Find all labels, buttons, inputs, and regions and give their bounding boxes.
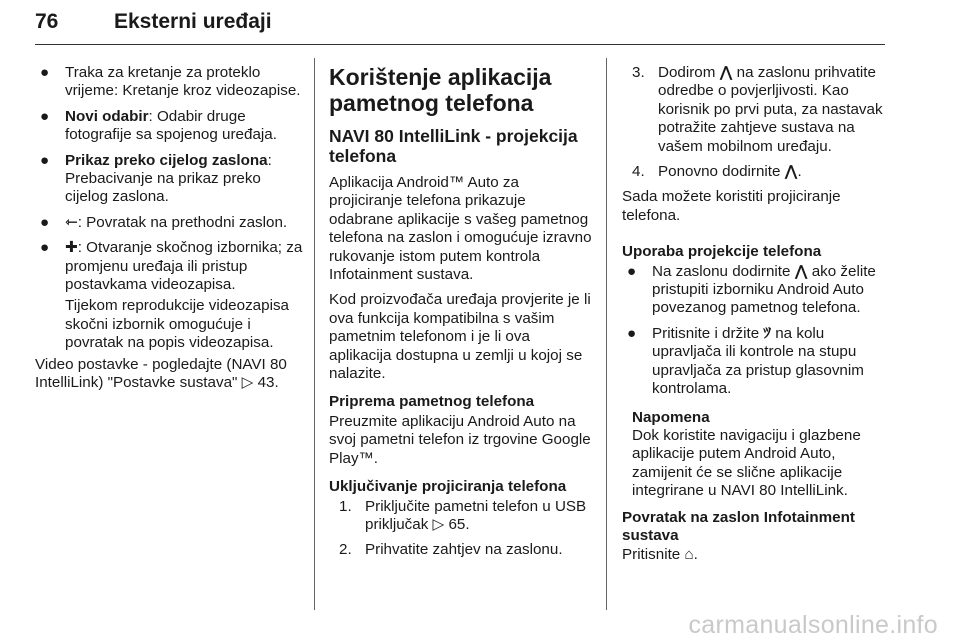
- note-text: Dok koristite navigaciju i glazbene aplikacije putem Android Auto, zamijenit će se slične aplikacije integrirane u NAVI 80 IntelliLink.: [632, 426, 861, 500]
- section-title: Korištenje aplikacija pametnog telefona: [329, 64, 552, 116]
- section-subtitle: NAVI 80 IntelliLink - projekcija telefona: [329, 126, 578, 166]
- list-item: 4. Ponovno dodirnite ⋀.: [632, 163, 802, 181]
- term-label: Novi odabir: [65, 107, 149, 125]
- paragraph: Pritisnite ⌂.: [622, 546, 698, 564]
- page-header: [35, 8, 885, 45]
- paragraph: Kod proizvođača uređaja provjerite je li ova funkcija kompatibilna s vašim pametnim telefonom i je li ova aplikacija dostupna u zemlji u kojoj se nalazite.: [329, 291, 591, 383]
- bullet-icon: ●: [40, 107, 50, 125]
- caret-up-icon: ⋀: [794, 262, 808, 280]
- list-item: ● Na zaslonu dodirnite ⋀ ako želite pristupiti izborniku Android Auto povezanog pametnog telefona.: [627, 262, 876, 317]
- list-item: ● Prikaz preko cijelog zaslona: Prebacivanje na prikaz preko cijelog zaslona.: [40, 151, 272, 206]
- list-item: 2. Prihvatite zahtjev na zaslonu.: [339, 541, 563, 559]
- paragraph: Video postavke - pogledajte (NAVI 80 IntelliLink) "Postavke sustava" ▷ 43.: [35, 355, 287, 392]
- voice-control-icon: ﾂ: [763, 324, 772, 342]
- list-item: ● Novi odabir: Odabir druge fotografije sa spojenog uređaja.: [40, 107, 277, 144]
- watermark: carmanualsonline.info: [688, 611, 938, 639]
- term-label: Prikaz preko cijelog zaslona: [65, 151, 268, 169]
- list-item-note: Tijekom reprodukcije videozapisa skočni izbornik omogućuje i povratak na popis videozapisa.: [65, 297, 289, 352]
- paragraph: Sada možete koristiti projiciranje telefona.: [622, 188, 841, 224]
- column-right: [622, 64, 892, 572]
- bullet-icon: ●: [40, 239, 50, 257]
- list-item: ● ✚: Otvaranje skočnog izbornika; za promjenu uređaja ili pristup postavkama videozapisa. Tijekom reprodukcije videozapisa skočni izbornik omogućuje i povratak na popis videozapisa.: [35, 239, 307, 352]
- bullet-icon: ●: [627, 324, 637, 342]
- paragraph: Preuzmite aplikaciju Android Auto na svoj pametni telefon iz trgovine Google Play™.: [329, 412, 591, 467]
- bullet-icon: ●: [627, 262, 637, 280]
- page-ref[interactable]: 43.: [257, 374, 279, 392]
- bullet-icon: ●: [40, 151, 50, 169]
- subheading: Priprema pametnog telefona: [329, 393, 535, 411]
- list-item: ● Traka za kretanje za proteklo vrijeme: Kretanje kroz videozapise.: [40, 64, 301, 100]
- plus-icon: ✚: [65, 239, 78, 257]
- page-ref-icon: ▷: [432, 515, 445, 533]
- list-item: 1. Priključite pametni telefon u USB priključak ▷ 65.: [339, 497, 587, 533]
- paragraph: Aplikacija Android™ Auto za projiciranje telefona prikazuje odabrane aplikacije s vašeg pametnog telefona na zaslon i omogućuje izravno rukovanje istom putem kontrola Infotainment sustava.: [329, 174, 592, 284]
- back-arrow-icon: ⇽: [65, 213, 78, 231]
- list-item: ● Pritisnite i držite ﾂ na kolu upravljača ili kontrole na stupu upravljača za pristup glasovnim kontrolama.: [627, 324, 864, 398]
- chapter-title: Eksterni uređaji: [114, 10, 272, 33]
- column-left: [35, 64, 307, 400]
- caret-up-icon: ⋀: [719, 64, 733, 81]
- step-number: 4.: [632, 163, 645, 181]
- step-number: 3.: [632, 64, 645, 81]
- note-title: Napomena: [632, 408, 710, 426]
- home-icon: ⌂: [684, 546, 694, 564]
- subheading: Povratak na zaslon Infotainment sustava: [622, 508, 855, 544]
- note-box: [622, 409, 892, 501]
- bullet-icon: ●: [40, 213, 50, 231]
- page-ref[interactable]: 65.: [448, 515, 470, 533]
- step-number: 2.: [339, 541, 352, 559]
- list-item: 3. Dodirom ⋀ na zaslonu prihvatite odredbe o povjerljivosti. Kao korisnik po prvi puta, za nastavak potražite zahtjeve sustava na vašem mobilnom uređaju.: [632, 64, 883, 155]
- caret-up-icon: ⋀: [784, 163, 798, 181]
- column-divider: [606, 58, 607, 610]
- step-number: 1.: [339, 497, 352, 515]
- subheading: Uporaba projekcije telefona: [622, 243, 822, 261]
- column-divider: [314, 58, 315, 610]
- page-number: 76: [35, 10, 59, 33]
- list-item: ● ⇽: Povratak na prethodni zaslon.: [40, 213, 288, 231]
- column-middle: [329, 64, 594, 567]
- page-ref-icon: ▷: [241, 374, 254, 392]
- bullet-icon: ●: [40, 64, 50, 81]
- subheading: Uključivanje projiciranja telefona: [329, 478, 567, 496]
